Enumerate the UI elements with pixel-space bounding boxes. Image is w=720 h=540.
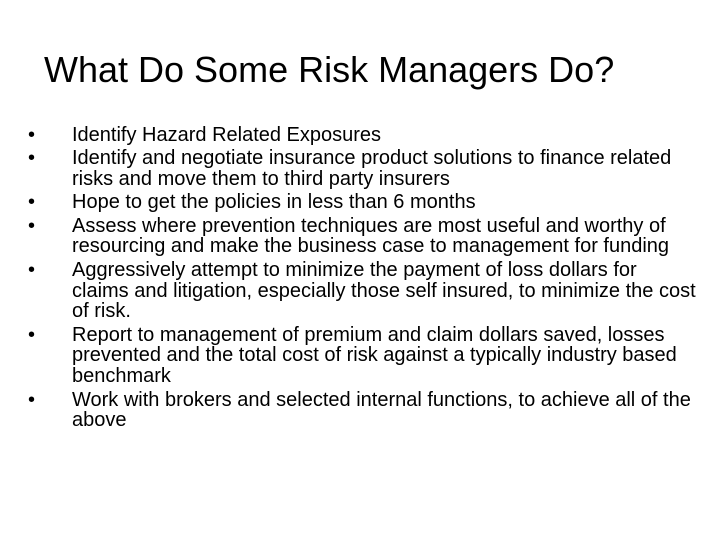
list-item	[28, 390, 698, 432]
slide-title: What Do Some Risk Managers Do?	[44, 49, 615, 90]
bullet-icon: •	[28, 258, 36, 281]
bullet-text: Work with brokers and selected internal functions, to achieve all of the above	[72, 388, 691, 432]
bullet-text: Hope to get the policies in less than 6 months	[72, 191, 476, 214]
list-item	[28, 260, 698, 322]
list-item	[28, 192, 698, 213]
bullet-icon: •	[28, 147, 36, 170]
list-item	[28, 325, 698, 387]
bullet-icon: •	[28, 323, 36, 346]
bullet-icon: •	[28, 388, 36, 411]
bullet-text: Report to management of premium and claim dollars saved, losses prevented and the total cost of risk against a typically industry based benchmark	[72, 323, 677, 388]
list-item	[28, 148, 698, 190]
bullet-icon: •	[28, 214, 36, 237]
bullet-text: Identify Hazard Related Exposures	[72, 124, 382, 146]
bullet-icon: •	[28, 191, 36, 214]
bullet-icon: •	[28, 124, 36, 146]
bullet-list	[28, 125, 698, 434]
list-item	[28, 125, 698, 146]
bullet-text: Assess where prevention techniques are most useful and worthy of resourcing and make the business case to management for funding	[72, 214, 670, 258]
bullet-text: Identify and negotiate insurance product solutions to finance related risks and move them to third party insurers	[72, 147, 672, 191]
list-item	[28, 216, 698, 258]
bullet-text: Aggressively attempt to minimize the payment of loss dollars for claims and litigation, especially those self insured, to minimize the cost of risk.	[72, 258, 696, 323]
